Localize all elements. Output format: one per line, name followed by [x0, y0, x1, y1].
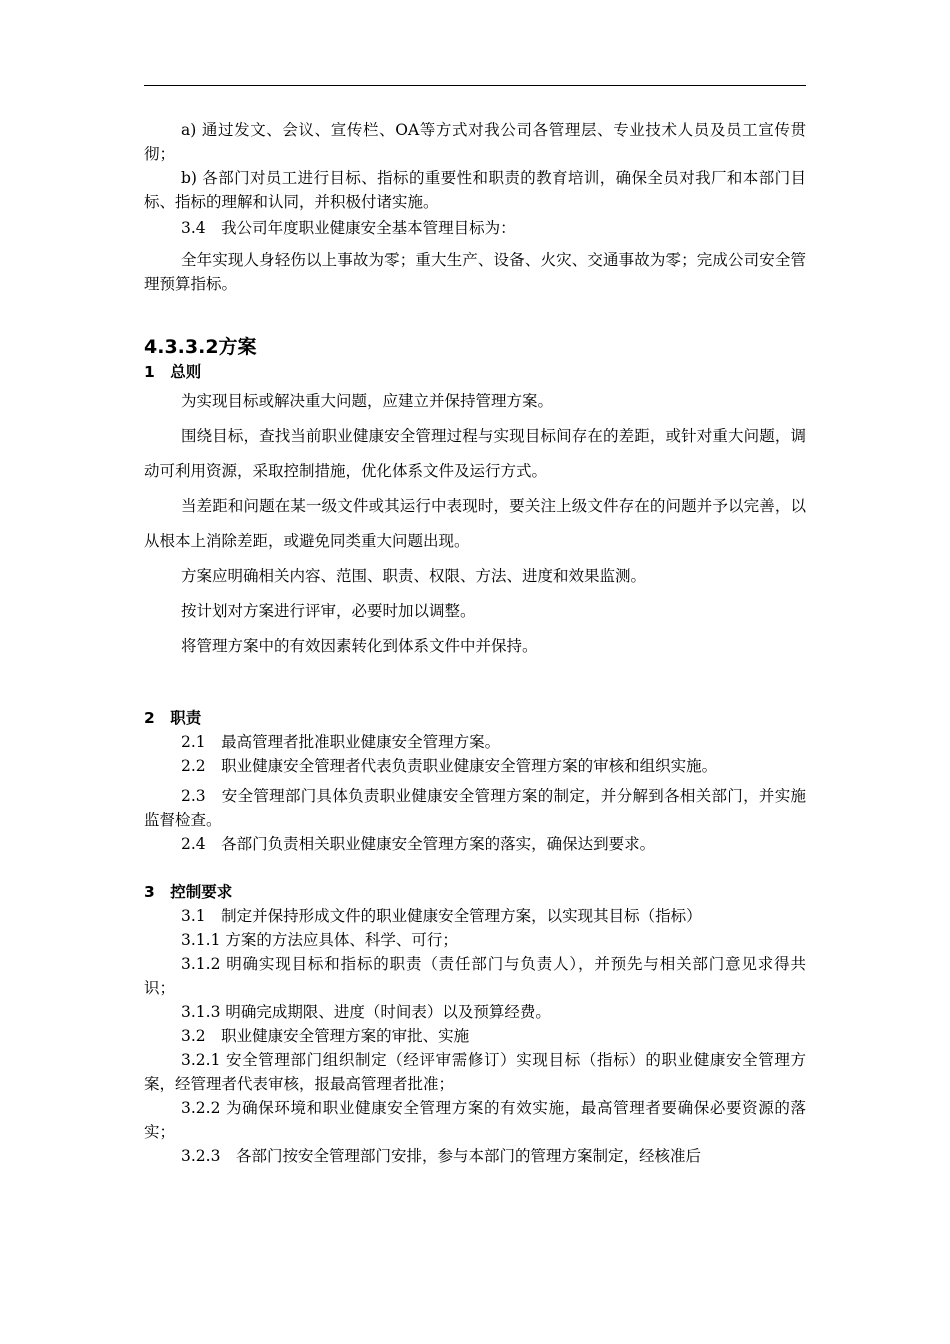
control-paragraph: 3.1 制定并保持形成文件的职业健康安全管理方案，以实现其目标（指标）	[181, 907, 702, 925]
general-paragraph: 方案应明确相关内容、范围、职责、权限、方法、进度和效果监测。	[181, 567, 647, 585]
control-paragraph: 3.2.2 为确保环境和职业健康安全管理方案的有效实施，最高管理者要确保必要资源的落实；	[144, 1099, 806, 1141]
duties-paragraph: 2.3 安全管理部门具体负责职业健康安全管理方案的制定，并分解到各相关部门，并实施监督检查。	[144, 787, 806, 829]
duties-paragraph: 2.4 各部门负责相关职业健康安全管理方案的落实，确保达到要求。	[181, 835, 656, 853]
duties-paragraph: 2.2 职业健康安全管理者代表负责职业健康安全管理方案的审核和组织实施。	[181, 757, 718, 775]
paragraph-3-4: 3.4 我公司年度职业健康安全基本管理目标为：	[181, 219, 516, 237]
control-paragraph: 3.2.3 各部门按安全管理部门安排，参与本部门的管理方案制定，经核准后	[181, 1147, 701, 1165]
control-paragraph: 3.1.2 明确实现目标和指标的职责（责任部门与负责人），并预先与相关部门意见求得共识；	[144, 955, 806, 997]
duties-heading: 2 职责	[144, 709, 202, 727]
duties-paragraph: 2.1 最高管理者批准职业健康安全管理方案。	[181, 733, 501, 751]
general-paragraph: 围绕目标，查找当前职业健康安全管理过程与实现目标间存在的差距，或针对重大问题，调动可利用资源，采取控制措施，优化体系文件及运行方式。	[144, 427, 806, 480]
general-paragraph: 当差距和问题在某一级文件或其运行中表现时，要关注上级文件存在的问题并予以完善，以从根本上消除差距，或避免同类重大问题出现。	[144, 497, 806, 550]
paragraph-a: a) 通过发文、会议、宣传栏、OA等方式对我公司各管理层、专业技术人员及员工宣传贯彻；	[144, 121, 806, 163]
header-rule	[144, 85, 806, 86]
general-paragraph: 按计划对方案进行评审，必要时加以调整。	[181, 602, 476, 620]
general-paragraph: 将管理方案中的有效因素转化到体系文件中并保持。	[181, 637, 538, 655]
paragraph-b: b) 各部门对员工进行目标、指标的重要性和职责的教育培训，确保全员对我厂和本部门目标、指标的理解和认同，并积极付诸实施。	[144, 169, 806, 211]
document-body	[144, 118, 806, 1168]
paragraph-annual-targets: 全年实现人身轻伤以上事故为零；重大生产、设备、火灾、交通事故为零；完成公司安全管理预算指标。	[144, 251, 806, 293]
section-heading: 4.3.3.2方案	[144, 336, 257, 358]
control-paragraph: 3.2.1 安全管理部门组织制定（经评审需修订）实现目标（指标）的职业健康安全管理方案，经管理者代表审核，报最高管理者批准；	[144, 1051, 806, 1093]
general-paragraph: 为实现目标或解决重大问题，应建立并保持管理方案。	[181, 392, 554, 410]
control-heading: 3 控制要求	[144, 883, 233, 901]
general-heading: 1 总则	[144, 363, 202, 381]
control-paragraph: 3.1.1 方案的方法应具体、科学、可行；	[181, 931, 458, 949]
control-paragraph: 3.1.3 明确完成期限、进度（时间表）以及预算经费。	[181, 1003, 551, 1021]
control-paragraph: 3.2 职业健康安全管理方案的审批、实施	[181, 1027, 470, 1045]
